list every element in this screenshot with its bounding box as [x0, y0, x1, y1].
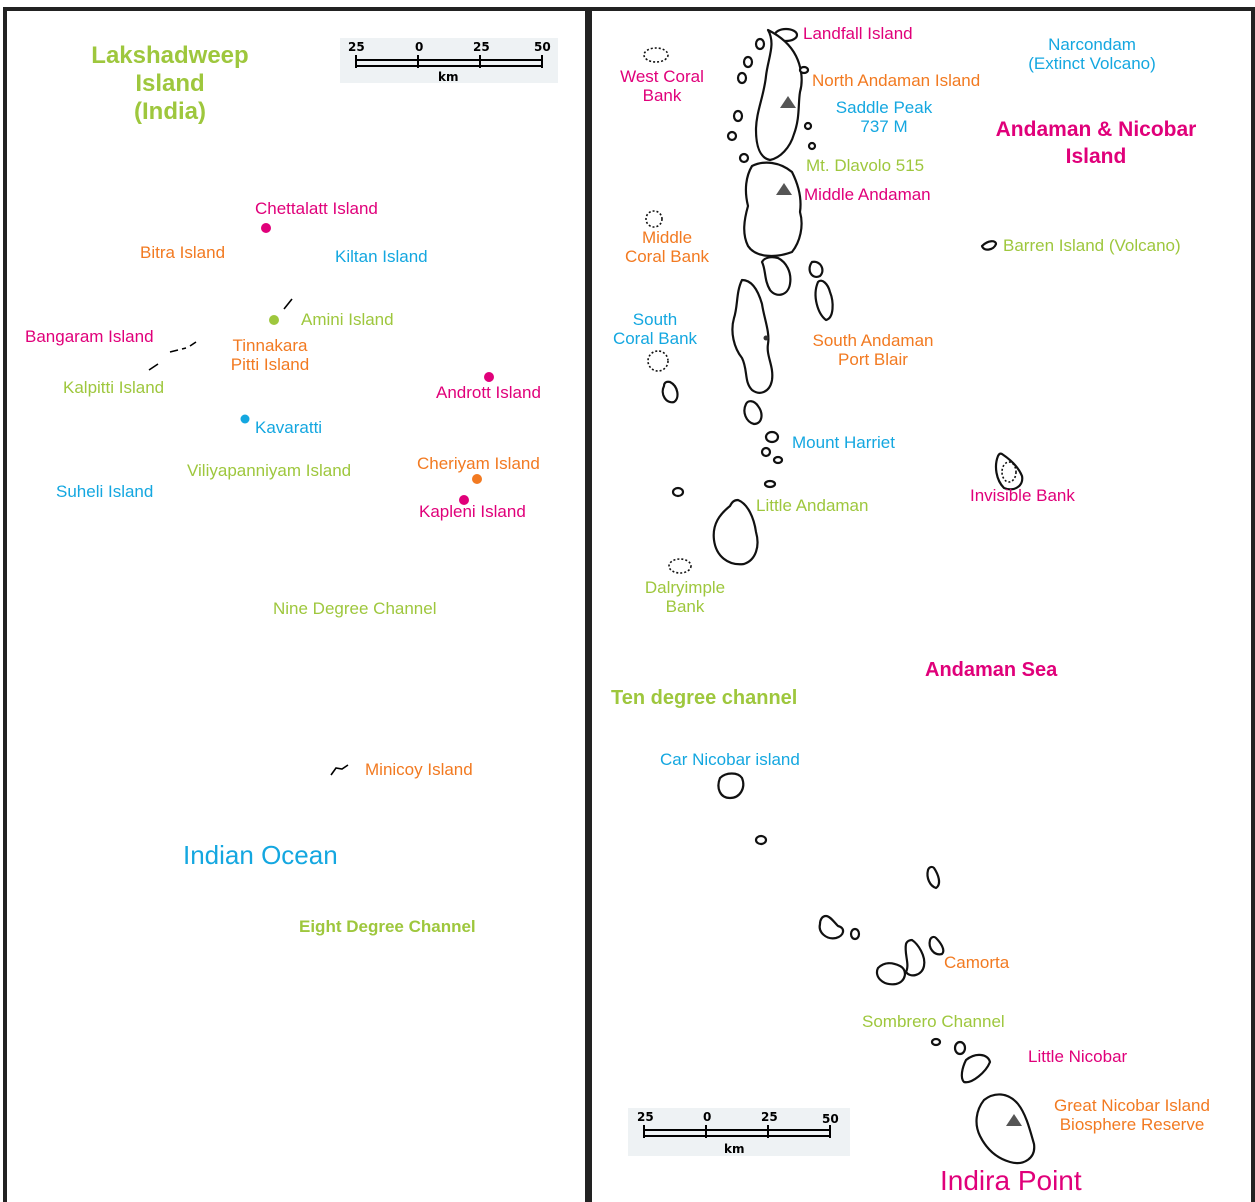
kavaratti-label: Kavaratti [255, 418, 323, 437]
ten-degree-channel-label: Ten degree channel [611, 687, 798, 709]
middle-coral-bank-label [612, 228, 722, 266]
label-line: Coral Bank [612, 329, 698, 348]
title-line: Andaman & Nicobar [995, 118, 1197, 141]
invisible-bank-shape [996, 454, 1022, 490]
dalryimple-bank-shape [669, 559, 691, 573]
eight-degree-channel-label: Eight Degree Channel [299, 917, 476, 936]
invisible-bank-label: Invisible Bank [970, 486, 1075, 505]
teressa-shape [820, 916, 843, 938]
sombrero-channel-label: Sombrero Channel [862, 1012, 1005, 1031]
middle-andaman-shape [744, 163, 801, 256]
andaman-sea-label: Andaman Sea [925, 659, 1058, 681]
panel-borders [5, 9, 1253, 1202]
west-coral-bank-label [607, 67, 717, 105]
scale-tick-25b: 25 [761, 1110, 778, 1124]
barren-island-label: Barren Island (Volcano) [1003, 236, 1181, 255]
middle-coral-bank-shape [646, 211, 662, 227]
south-coral-bank-shape [648, 351, 668, 371]
kalpitti-reef [149, 364, 158, 370]
scale-tick-25b: 25 [473, 40, 490, 54]
kavaratti-dot [241, 415, 250, 424]
rutland-shape [744, 401, 761, 424]
scale-unit: km [438, 70, 459, 84]
label-line: South Andaman [812, 331, 934, 350]
viliyapanniyam-label: Viliyapanniyam Island [187, 461, 352, 480]
bangaram-label: Bangaram Island [25, 327, 154, 346]
label-line: Biosphere Reserve [1059, 1115, 1205, 1134]
label-line: Pitti Island [230, 355, 310, 374]
great-nicobar-shape [977, 1094, 1035, 1163]
dalryimple-bank-label [630, 578, 740, 616]
indira-point-label: Indira Point [940, 1165, 1082, 1196]
label-line: (Extinct Volcano) [1028, 54, 1156, 73]
label-line: Narcondam [1048, 35, 1136, 54]
label-line: Tinnakara [232, 336, 308, 355]
batti-malv-shape [756, 836, 766, 844]
scale-tick-50: 50 [534, 40, 551, 54]
landfall-label: Landfall Island [803, 24, 913, 43]
little-nicobar-label: Little Nicobar [1028, 1047, 1128, 1066]
label-line: Great Nicobar Island [1054, 1096, 1210, 1115]
baratang-shape [762, 257, 790, 295]
scale-tick-25: 25 [348, 40, 365, 54]
little-nicobar-shape [962, 1055, 990, 1082]
kiltan-label: Kiltan Island [335, 247, 428, 266]
indian-ocean-label: Indian Ocean [183, 840, 338, 870]
scale-tick-0: 0 [415, 40, 424, 54]
amini-reef [284, 299, 292, 309]
scale-unit: km [724, 1142, 745, 1156]
andaman-nicobar-title [962, 116, 1230, 170]
scale-tick-50: 50 [822, 1112, 839, 1126]
cheriyam-dot [472, 474, 482, 484]
camorta-label: Camorta [944, 953, 1010, 972]
katchal-shape [877, 963, 905, 984]
kapleni-label: Kapleni Island [419, 502, 526, 521]
mount-harriet-label: Mount Harriet [792, 433, 895, 452]
amini-label: Amini Island [301, 310, 394, 329]
camorta-shape [906, 940, 925, 975]
narcondam-label [1012, 35, 1172, 73]
car-nicobar-shape [718, 774, 743, 799]
middle-andaman-label: Middle Andaman [804, 185, 931, 204]
port-blair-dot [764, 336, 769, 341]
title-line: Island [1065, 145, 1127, 168]
label-line: South [632, 310, 678, 329]
cheriyam-label: Cheriyam Island [417, 454, 540, 473]
label-line: Bank [642, 86, 682, 105]
chettalatt-label: Chettalatt Island [255, 199, 378, 218]
label-line: Coral Bank [624, 247, 710, 266]
nancowry-shape [930, 937, 944, 954]
title-line: Island [135, 70, 205, 97]
little-andaman-label: Little Andaman [756, 496, 869, 515]
south-coral-bank-label [602, 310, 708, 348]
barren-island-shape [982, 241, 996, 249]
south-andaman-label [796, 331, 950, 369]
north-andaman-label: North Andaman Island [812, 71, 981, 90]
tinnakara-label [210, 336, 330, 374]
title-line: Lakshadweep [91, 42, 249, 69]
havelock-shape [816, 281, 833, 320]
chowra-shape [927, 867, 939, 888]
west-coral-bank-shape [644, 48, 668, 62]
andrott-dot [484, 372, 494, 382]
little-andaman-shape [714, 500, 758, 564]
label-line: West Coral [620, 67, 704, 86]
great-nicobar-label [1036, 1096, 1228, 1134]
kalpitti-label: Kalpitti Island [63, 378, 165, 397]
bitra-label: Bitra Island [140, 243, 226, 262]
chettalatt-dot [261, 223, 271, 233]
suheli-label: Suheli Island [56, 482, 154, 501]
lakshadweep-title [60, 42, 280, 126]
ritchies-shape [810, 262, 823, 277]
label-line: Saddle Peak [835, 98, 933, 117]
dlavolo-label: Mt. Dlavolo 515 [806, 156, 925, 175]
bangaram-reef [170, 342, 196, 352]
label-line: Bank [665, 597, 705, 616]
minicoy-outline [331, 765, 348, 775]
nine-degree-channel-label: Nine Degree Channel [273, 599, 437, 618]
north-andaman-shape [756, 30, 802, 160]
title-line: (India) [134, 98, 206, 125]
label-line: Port Blair [838, 350, 908, 369]
scale-tick-0: 0 [703, 1110, 712, 1124]
car-nicobar-label: Car Nicobar island [660, 750, 800, 769]
minicoy-label: Minicoy Island [365, 760, 473, 779]
scale-tick-25: 25 [637, 1110, 654, 1124]
south-coral-islet [663, 382, 678, 403]
label-line: Dalryimple [644, 578, 726, 597]
label-line: 737 M [860, 117, 908, 136]
andrott-label: Andrott Island [436, 383, 541, 402]
saddle-peak-label [822, 98, 946, 136]
amini-dot [269, 315, 279, 325]
label-line: Middle [641, 228, 693, 247]
